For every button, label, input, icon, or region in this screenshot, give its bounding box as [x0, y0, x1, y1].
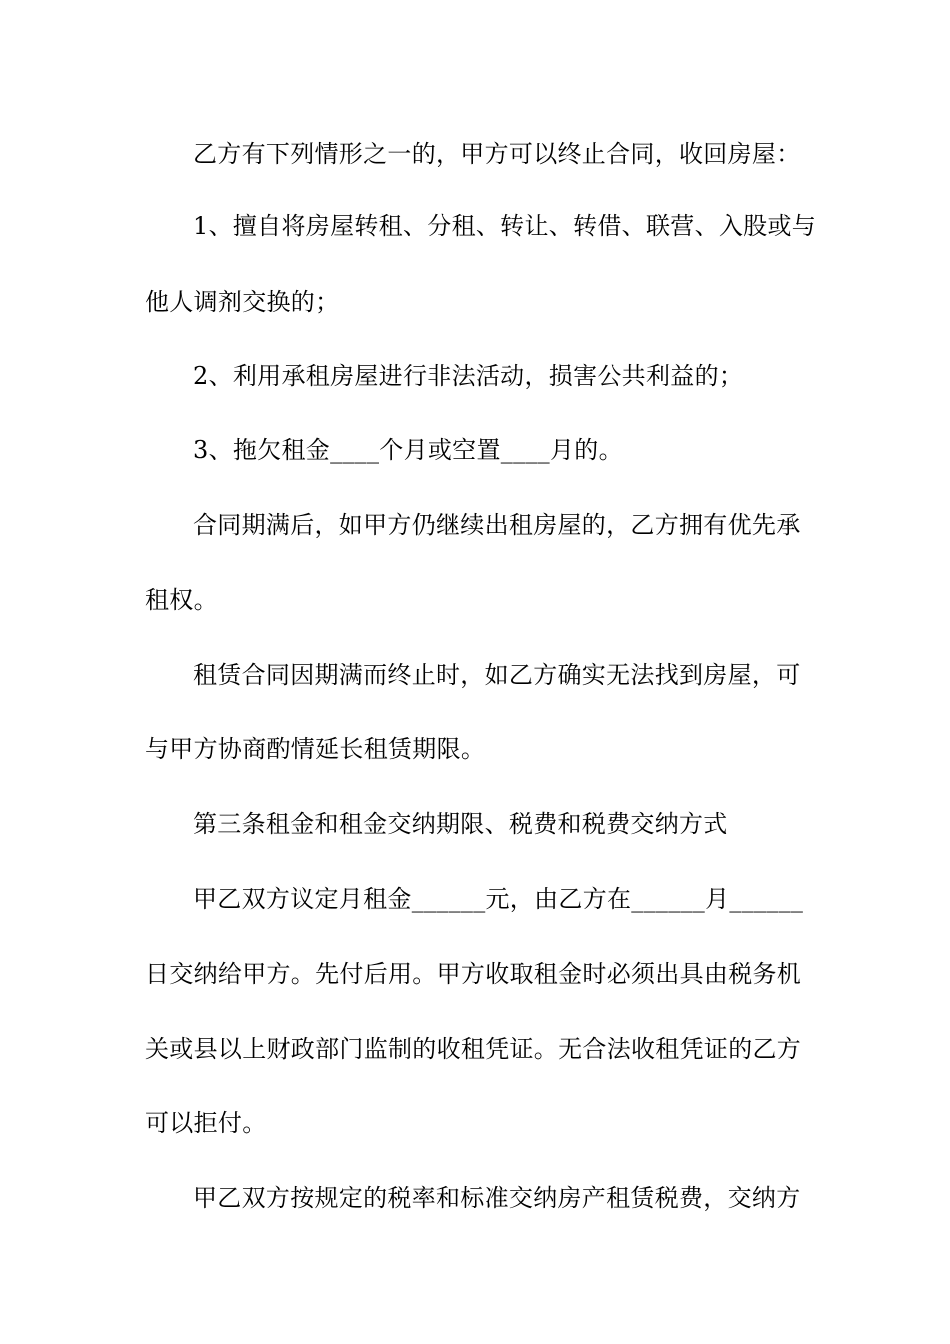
paragraph-rent-line-1: 甲乙双方议定月租金______元，由乙方在______月______: [193, 885, 804, 913]
paragraph-renewal-line-1: 合同期满后，如甲方仍继续出租房屋的，乙方拥有优先承: [193, 511, 801, 539]
paragraph-extension-line-1: 租赁合同因期满而终止时，如乙方确实无法找到房屋，可: [193, 661, 801, 689]
list-item-1-line-2: 他人调剂交换的；: [145, 288, 340, 316]
paragraph-rent-line-4: 可以拒付。: [145, 1109, 267, 1137]
paragraph-termination-intro: 乙方有下列情形之一的，甲方可以终止合同，收回房屋：: [193, 140, 801, 168]
paragraph-tax-line-1: 甲乙双方按规定的税率和标准交纳房产租赁税费，交纳方: [193, 1184, 801, 1212]
article-three-heading: 第三条租金和租金交纳期限、税费和税费交纳方式: [193, 810, 728, 838]
paragraph-rent-line-2: 日交纳给甲方。先付后用。甲方收取租金时必须出具由税务机: [145, 960, 802, 988]
list-item-1-line-1: 1、擅自将房屋转租、分租、转让、转借、联营、入股或与: [193, 212, 817, 240]
paragraph-rent-line-3: 关或县以上财政部门监制的收租凭证。无合法收租凭证的乙方: [145, 1035, 802, 1063]
list-item-2: 2、利用承租房屋进行非法活动，损害公共利益的；: [193, 362, 744, 390]
list-item-3: 3、拖欠租金____个月或空置____月的。: [193, 436, 623, 464]
paragraph-renewal-line-2: 租权。: [145, 586, 218, 614]
paragraph-extension-line-2: 与甲方协商酌情延长租赁期限。: [145, 735, 486, 763]
